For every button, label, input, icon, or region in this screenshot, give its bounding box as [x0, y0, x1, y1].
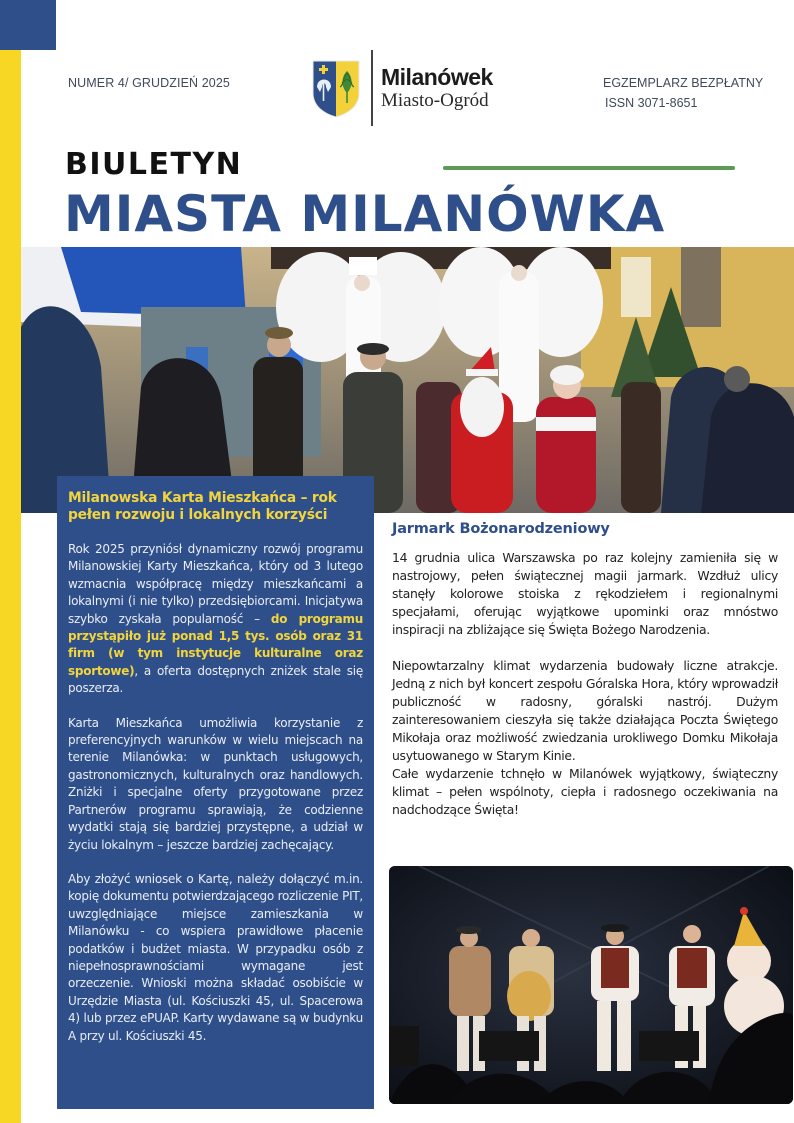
paragraph-text: Rok 2025 przyniósł dynamiczny rozwój programu Milanowskiej Karty Mieszkańca, który od 3 lutego wzmacnia współpracę między mieszkańcami a lokalnymi (i nie tylko) przedsiębiorcami. Inicjatywa szybko zyskała popularność –	[68, 542, 363, 626]
free-copy-label: EGZEMPLARZ BEZPŁATNY	[603, 76, 764, 90]
sidebar-article-title: Milanowska Karta Mieszkańca – rok pełen rozwoju i lokalnych korzyści	[68, 490, 337, 523]
hero-photo-christmas-fair	[21, 247, 794, 513]
main-article-paragraph-2: Niepowtarzalny klimat wydarzenia budowały liczne atrakcje. Jedną z nich był koncert zespołu Góralska Hora, który wprowadził publiczność w radosny, góralski nastrój. Dużym zainteresowaniem cieszyła się także działająca Poczta Świętego Mikołaja oraz możliwość zwiedzania urokliwego Domku Mikołaja usytuowanego w Starym Kinie.	[392, 658, 778, 763]
concert-photo-goralska-hora	[389, 866, 793, 1104]
main-article-paragraph-3: Całe wydarzenie tchnęło w Milanówek wyjątkowy, świąteczny klimat – pełen wspólnoty, ciepła i radosnego oczekiwania na nadchodzące Święta!	[392, 766, 778, 817]
highlighted-statistic: do programu przystąpiło już ponad 1,5 tys. osób oraz 31 firm (w tym instytucje kulturalne oraz sportowe)	[68, 611, 363, 678]
main-article-paragraph-1: 14 grudnia ulica Warszawska po raz kolejny zamieniła się w nastrojowy, pełen świątecznej magii jarmark. Wzdłuż ulicy stanęły kolorowe stoiska z rękodziełem i regionalnymi specjałami, oferując wyjątkowe upominki oraz mnóstwo inspiracji na zbliżające się Święta Bożego Narodzenia.	[392, 550, 778, 637]
logo-divider	[371, 50, 373, 126]
city-logo	[311, 50, 493, 126]
main-article-christmas-fair	[392, 521, 778, 819]
issue-number: NUMER 4/ GRUDZIEŃ 2025	[68, 76, 230, 90]
main-article-title: Jarmark Bożonarodzeniowy	[392, 521, 610, 537]
sidebar-article-paragraph-1	[68, 541, 363, 698]
side-bar-yellow	[0, 50, 21, 1123]
sidebar-article-paragraph-2: Karta Mieszkańca umożliwia korzystanie z preferencyjnych warunków w wielu miejscach na terenie Milanówka: w punktach usługowych, gastronomicznych, kulturalnych oraz handlowych. Zniżki i specjalne oferty przygotowane przez Partnerów programu sprawiają, że codzienne wydatki stają się bardziej przystępne, a udział w życiu lokalnym – jeszcze bardziej zachęcający.	[68, 715, 363, 852]
masthead-line2: MIASTA MILANÓWKA	[64, 185, 666, 243]
paragraph-text: , a oferta dostępnych zniżek stale się poszerza.	[68, 663, 363, 696]
sidebar-article-paragraph-3: Aby złożyć wniosek o Kartę, należy dołączyć m.in. kopię dokumentu potwierdzającego rozliczenie PIT, uwzględniające miejsce zamieszkania w Milanówku - co wspiera prawidłowe płacenie podatków i budżet miasta. W przypadku osób z niepełnosprawnościami wymagane jest orzeczenie. Wnioski można składać osobiście w Urzędzie Miasta (ul. Kościuszki 45, ul. Spacerowa 4) lub przez ePUAP. Karty wydawane są w budynku A przy ul. Kościuszki 45.	[68, 871, 363, 1043]
sidebar-article-resident-card	[57, 476, 374, 1109]
corner-decoration-blue	[0, 0, 56, 50]
issn-label: ISSN 3071-8651	[605, 96, 698, 110]
masthead-line1: BIULETYN	[65, 147, 243, 182]
logo-subtitle: Miasto-Ogród	[381, 90, 489, 111]
logo-name: Milanówek	[381, 64, 493, 90]
decorative-green-line	[443, 166, 735, 170]
milanowek-crest-icon	[311, 59, 361, 119]
